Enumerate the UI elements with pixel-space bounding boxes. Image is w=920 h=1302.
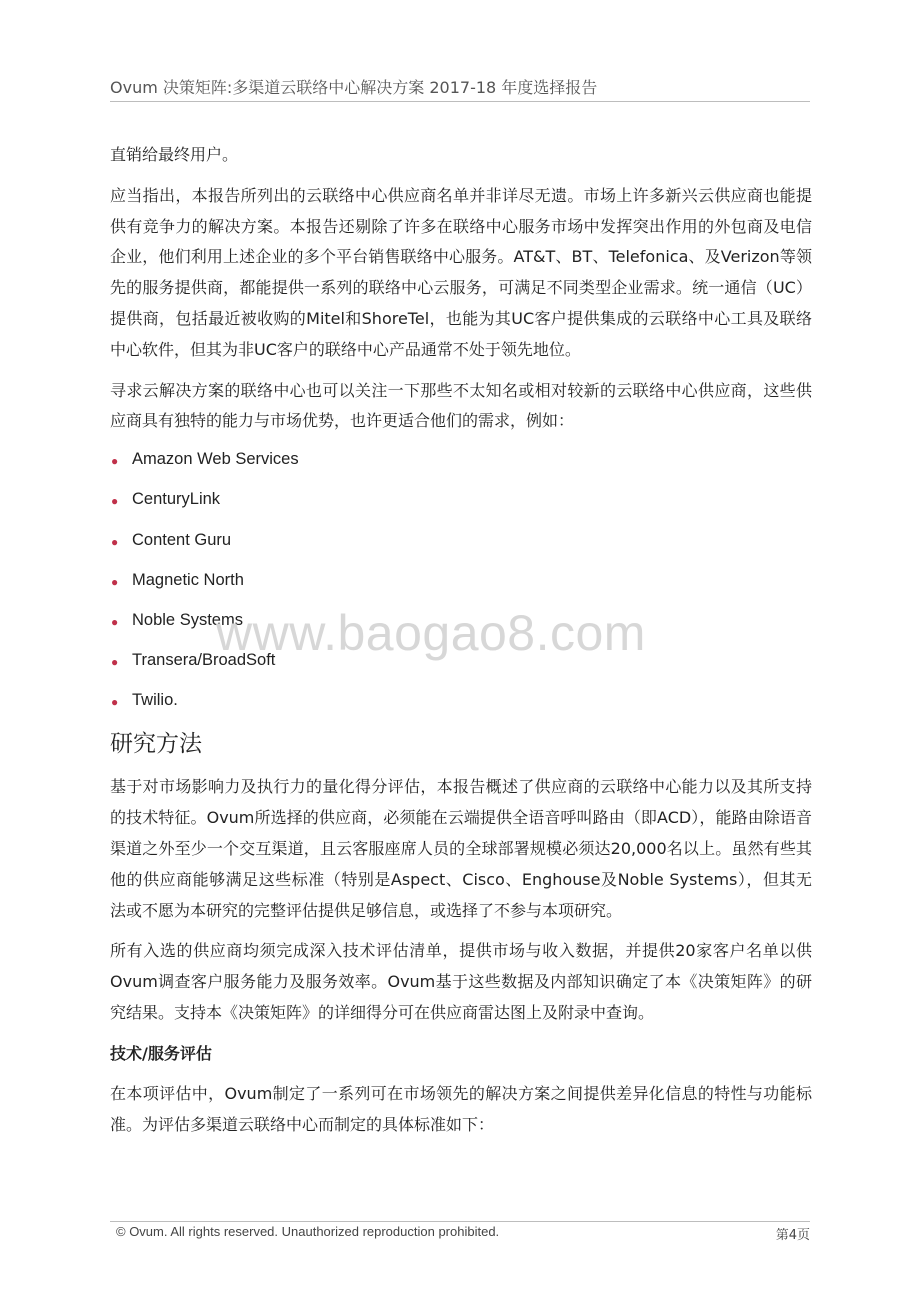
page-header-title: Ovum 决策矩阵:多渠道云联络中心解决方案 2017-18 年度选择报告 [110, 78, 598, 97]
bullet-icon: ● [111, 454, 119, 469]
list-item [110, 608, 812, 648]
header-divider [110, 101, 810, 102]
vendor-bullet-list [110, 447, 812, 728]
vendor-name: Magnetic North [132, 570, 244, 589]
footer-divider [110, 1221, 810, 1222]
paragraph-direct-sales: 直销给最终用户。 [110, 145, 239, 164]
document-body [110, 140, 812, 1150]
list-item [110, 528, 812, 568]
bullet-icon: ● [111, 655, 119, 670]
list-item [110, 487, 812, 527]
vendor-name: Content Guru [132, 530, 232, 549]
list-item [110, 648, 812, 688]
vendor-name: CenturyLink [132, 490, 221, 509]
bullet-icon: ● [111, 614, 119, 629]
paragraph-methodology: 基于对市场影响力及执行力的量化得分评估，本报告概述了供应商的云联络中心能力以及其所支持的技术特征。Ovum所选择的供应商，必须能在云端提供全语音呼叫路由（即ACD），能路由除语音渠道之外至少一个交互渠道，且云客服座席人员的全球部署规模必须达20,000名以上。虽然有些其他的供应商能够满足这些标准（特别是Aspect、Cisco、Enghouse及Noble Systems），但其无法或不愿为本研究的完整评估提供足够信息，或选择了不参与本项研究。 [110, 777, 812, 920]
bullet-icon: ● [111, 695, 119, 710]
paragraph-lesser-known-vendors: 寻求云解决方案的联络中心也可以关注一下那些不太知名或相对较新的云联络中心供应商，这些供应商具有独特的能力与市场优势，也许更适合他们的需求，例如： [110, 380, 812, 431]
vendor-name: Noble Systems [132, 610, 243, 629]
section-title-methodology: 研究方法 [110, 731, 202, 758]
paragraph-evaluation-process: 所有入选的供应商均须完成深入技术评估清单，提供市场与收入数据，并提供20家客户名单以供Ovum调查客户服务能力及服务效率。Ovum基于这些数据及内部知识确定了本《决策矩阵》的研究结果。支持本《决策矩阵》的详细得分可在供应商雷达图上及附录中查询。 [110, 941, 812, 1023]
footer-copyright: © Ovum. All rights reserved. Unauthorized reproduction prohibited. [116, 1224, 500, 1239]
watermark-text: www.baogao8.com [216, 605, 646, 661]
vendor-name: Twilio. [132, 691, 178, 710]
bullet-icon: ● [111, 494, 119, 509]
vendor-name: Amazon Web Services [132, 450, 299, 469]
footer-page-number: 第4页 [775, 1228, 810, 1243]
subheading-tech-service-assessment: 技术/服务评估 [110, 1043, 212, 1063]
paragraph-criteria-intro: 在本项评估中，Ovum制定了一系列可在市场领先的解决方案之间提供差异化信息的特性与功能标准。为评估多渠道云联络中心而制定的具体标准如下： [110, 1083, 812, 1134]
list-item [110, 447, 812, 487]
vendor-name: Transera/BroadSoft [132, 651, 276, 670]
list-item [110, 568, 812, 608]
bullet-icon: ● [111, 574, 119, 589]
bullet-icon: ● [111, 534, 119, 549]
paragraph-vendor-list-note: 应当指出，本报告所列出的云联络中心供应商名单并非详尽无遗。市场上许多新兴云供应商也能提供有竞争力的解决方案。本报告还剔除了许多在联络中心服务市场中发挥突出作用的外包商及电信企业，他们利用上述企业的多个平台销售联络中心服务。AT&T、BT、Telefonica、及Verizon等领先的服务提供商，都能提供一系列的联络中心云服务，可满足不同类型企业需求。统一通信（UC）提供商，包括最近被收购的Mitel和ShoreTel，也能为其UC客户提供集成的云联络中心工具及联络中心软件，但其为非UC客户的联络中心产品通常不处于领先地位。 [110, 185, 812, 359]
list-item [110, 688, 812, 728]
